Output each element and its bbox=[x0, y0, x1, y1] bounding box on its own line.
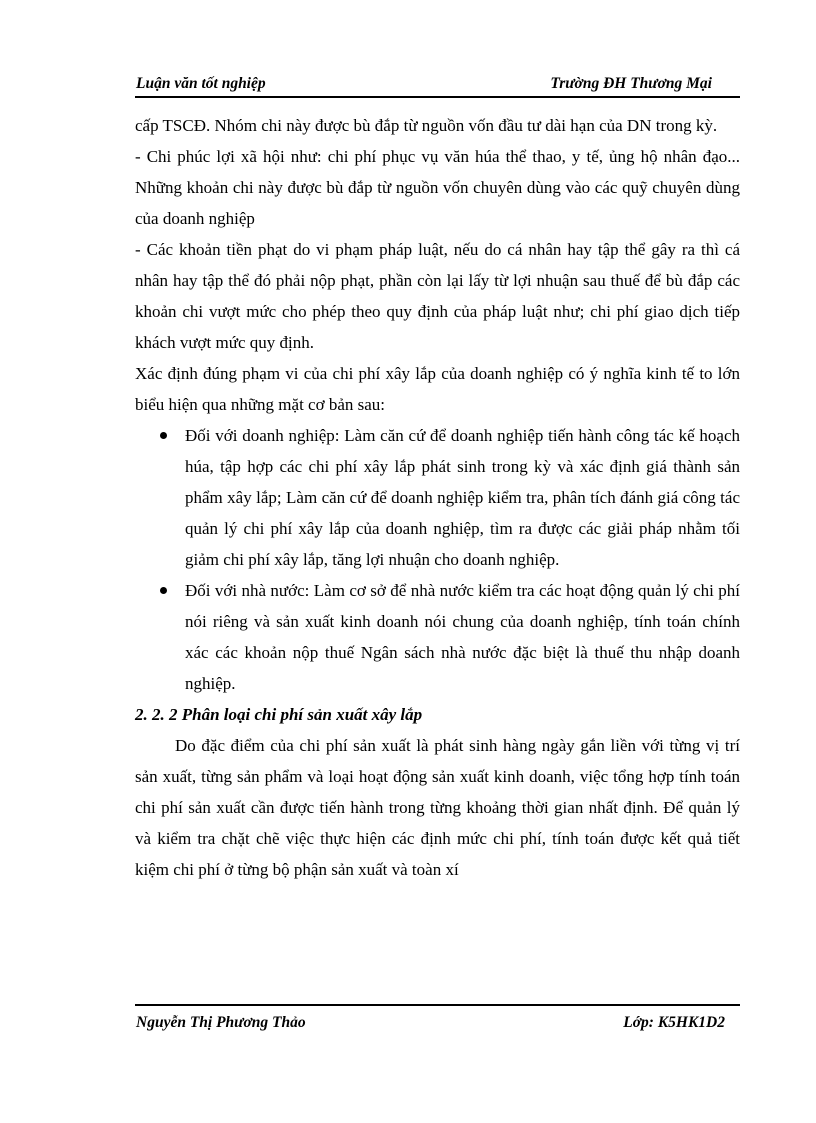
list-item-text: Đối với doanh nghiệp: Làm căn cứ để doanh nghiệp tiến hành công tác kế hoạch húa, tập hợp các chi phí xây lắp phát sinh trong kỳ và xác định giá thành sản phẩm xây lắp; Làm căn cứ để doanh nghiệp kiểm tra, phân tích đánh giá công tác quản lý chi phí xây lắp của doanh nghiệp, tìm ra được các giải pháp nhằm tối giảm chi phí xây lắp, tăng lợi nhuận cho doanh nghiệp. bbox=[185, 426, 740, 569]
footer-author: Nguyễn Thị Phương Thảo bbox=[136, 1014, 306, 1031]
list-item-text: Đối với nhà nước: Làm cơ sở để nhà nước kiểm tra các hoạt động quản lý chi phí nói riêng và sản xuất kinh doanh nói chung của doanh nghiệp, tính toán chính xác các khoản nộp thuế Ngân sách nhà nước đặc biệt là thuế thu nhập doanh nghiệp. bbox=[185, 581, 740, 693]
page-header bbox=[135, 72, 740, 98]
header-thesis-label: Luận văn tốt nghiệp bbox=[136, 75, 266, 92]
bullet-icon bbox=[160, 587, 167, 594]
header-university: Trường ĐH Thương Mại bbox=[550, 75, 712, 92]
paragraph: Xác định đúng phạm vi của chi phí xây lắp của doanh nghiệp có ý nghĩa kinh tế to lớn biểu hiện qua những mặt cơ bản sau: bbox=[135, 364, 740, 414]
page-footer bbox=[135, 1004, 740, 1034]
paragraph: - Các khoản tiền phạt do vi phạm pháp luật, nếu do cá nhân hay tập thể gây ra thì cá nhân hay tập thể đó phải nộp phạt, phần còn lại lấy từ lợi nhuận sau thuế để bù đắp các khoản chi vượt mức cho phép theo quy định của pháp luật như; chi phí giao dịch tiếp khách vượt mức quy định. bbox=[135, 240, 740, 352]
list-item bbox=[135, 420, 740, 575]
paragraph: Do đặc điểm của chi phí sản xuất là phát sinh hàng ngày gắn liền với từng vị trí sản xuất, từng sản phẩm và loại hoạt động sản xuất kinh doanh, việc tổng hợp tính toán chi phí sản xuất cần được tiến hành trong từng khoảng thời gian nhất định. Để quản lý và kiểm tra chặt chẽ việc thực hiện các định mức chi phí, tính toán được kết quả tiết kiệm chi phí ở từng bộ phận sản xuất và toàn xí bbox=[135, 736, 740, 879]
bullet-list bbox=[135, 420, 740, 699]
footer-class: Lớp: K5HK1D2 bbox=[623, 1014, 725, 1031]
paragraph: cấp TSCĐ. Nhóm chi này được bù đắp từ nguồn vốn đầu tư dài hạn của DN trong kỳ. bbox=[135, 116, 718, 135]
list-item bbox=[135, 575, 740, 699]
section-heading: 2. 2. 2 Phân loại chi phí sản xuất xây lắp bbox=[135, 705, 423, 724]
bullet-icon bbox=[160, 432, 167, 439]
paragraph: - Chi phúc lợi xã hội như: chi phí phục vụ văn húa thể thao, y tế, ủng hộ nhân đạo... Những khoản chi này được bù đắp từ nguồn vốn chuyên dùng vào các quỹ chuyên dùng của doanh nghiệp bbox=[135, 147, 740, 228]
page-body bbox=[135, 110, 740, 885]
